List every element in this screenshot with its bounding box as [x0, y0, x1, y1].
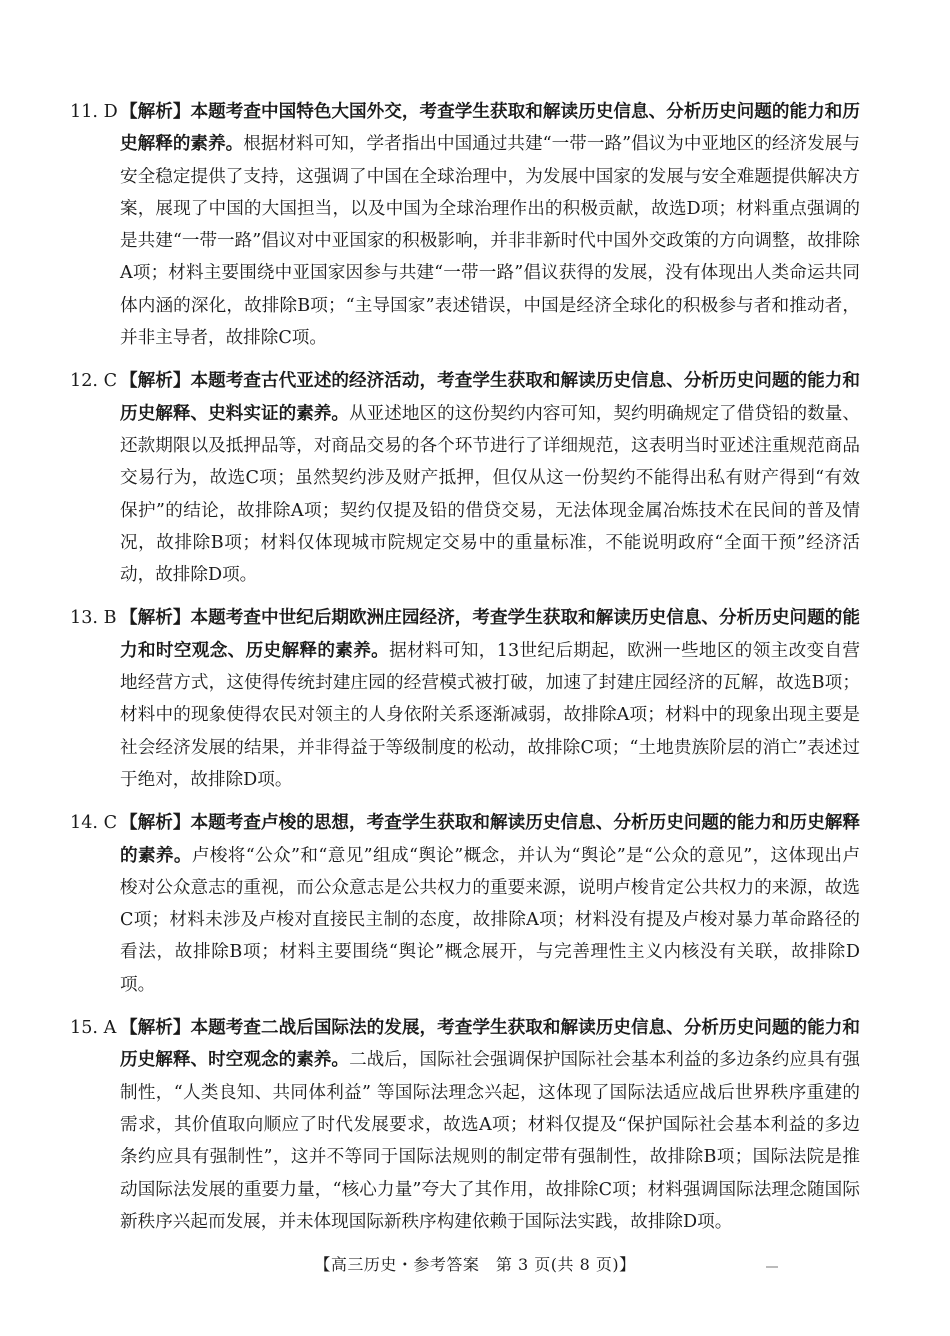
answer-content — [70, 96, 860, 1249]
analysis-tag: 【解析】 — [120, 371, 191, 392]
analysis-tag: 【解析】 — [120, 1018, 191, 1039]
analysis-lead: 本题考查古代亚述的经济活动，考查学生获取和解读历史信息、分析历史问题的能力和历史解释、史料实证的素养。 — [120, 371, 860, 424]
analysis-tag: 【解析】 — [120, 102, 191, 122]
analysis-body: 从亚述地区的这份契约内容可知，契约明确规定了借贷铅的数量、还款期限以及抵押品等，对商品交易的各个环节进行了详细规范，这表明当时亚述注重规范商品交易行为，故选C项；虽然契约涉及财产抵押，但仅从这一份契约不能得出私有财产得到“有效保护”的结论，故排除A项；契约仅提及铅的借贷交易，无法体现金属冶炼技术在民间的普及情况，故排除B项；材料仅体现城市院规定交易中的重量标准，不能说明政府“全面干预”经济活动，故排除D项。 — [120, 403, 860, 586]
question-number: 12. C — [70, 371, 118, 392]
analysis-tag: 【解析】 — [120, 813, 191, 834]
answer-item-13 — [70, 602, 860, 796]
analysis-lead: 本题考查二战后国际法的发展，考查学生获取和解读历史信息、分析历史问题的能力和历史解释、时空观念的素养。 — [120, 1018, 860, 1071]
question-number: 13. B — [70, 608, 117, 629]
question-number: 15. A — [70, 1018, 117, 1039]
answer-item-12 — [70, 365, 860, 591]
scan-mark — [766, 1266, 778, 1268]
analysis-lead: 本题考查卢梭的思想，考查学生获取和解读历史信息、分析历史问题的能力和历史解释的素养。 — [120, 813, 860, 866]
analysis-body: 二战后，国际社会强调保护国际社会基本利益的多边条约应具有强制性，“人类良知、共同体利益” 等国际法理念兴起，这体现了国际法适应战后世界秩序重建的需求，其价值取向顺应了时代发展要求，故选A项；材料仅提及“保护国际社会基本利益的多边条约应具有强制性”，这并不等同于国际法规则的制定带有强制性，故排除B项；国际法院是推动国际法发展的重要力量，“核心力量”夸大了其作用，故排除C项；材料强调国际法理念随国际新秩序兴起而发展，并未体现国际新秩序构建依赖于国际法实践，故排除D项。 — [120, 1050, 860, 1232]
analysis-body: 根据材料可知，学者指出中国通过共建“一带一路”倡议为中亚地区的经济发展与安全稳定提供了支持，这强调了中国在全球治理中，为发展中国家的发展与安全难题提供解决方案，展现了中国的大国担当，以及中国为全球治理作出的积极贡献，故选D项；材料重点强调的是共建“一带一路”倡议对中亚国家的积极影响，并非非新时代中国外交政策的方向调整，故排除A项；材料主要围绕中亚国家因参与共建“一带一路”倡议获得的发展，没有体现出人类命运共同体内涵的深化，故排除B项；“主导国家”表述错误，中国是经济全球化的积极参与者和推动者，并非主导者，故排除C项。 — [120, 134, 860, 349]
analysis-body: 据材料可知，13世纪后期起，欧洲一些地区的领主改变自营地经营方式，这使得传统封建庄园的经营模式被打破，加速了封建庄园经济的瓦解，故选B项；材料中的现象使得农民对领主的人身依附关系逐渐减弱，故排除A项；材料中的现象出现主要是社会经济发展的结果，并非得益于等级制度的松动，故排除C项；“土地贵族阶层的消亡”表述过于绝对，故排除D项。 — [120, 640, 860, 790]
answer-item-14 — [70, 807, 860, 1001]
analysis-lead: 本题考查中世纪后期欧洲庄园经济，考查学生获取和解读历史信息、分析历史问题的能力和时空观念、历史解释的素养。 — [120, 608, 860, 661]
analysis-tag: 【解析】 — [120, 608, 191, 629]
analysis-lead: 本题考查中国特色大国外交，考查学生获取和解读历史信息、分析历史问题的能力和历史解释的素养。 — [120, 102, 860, 155]
question-number: 14. C — [70, 813, 118, 834]
answer-item-15 — [70, 1012, 860, 1238]
page-footer: 【高三历史・参考答案 第 3 页(共 8 页)】 — [314, 1255, 636, 1274]
answer-item-11 — [70, 96, 860, 354]
question-number: 11. D — [70, 102, 118, 122]
analysis-body: 卢梭将“公众”和“意见”组成“舆论”概念，并认为“舆论”是“公众的意见”，这体现出卢梭对公众意志的重视，而公众意志是公共权力的重要来源，说明卢梭肯定公共权力的来源，故选C项；材料未涉及卢梭对直接民主制的态度，故排除A项；材料没有提及卢梭对暴力革命路径的看法，故排除B项；材料主要围绕“舆论”概念展开，与完善理性主义内核没有关联，故排除D项。 — [120, 845, 860, 995]
